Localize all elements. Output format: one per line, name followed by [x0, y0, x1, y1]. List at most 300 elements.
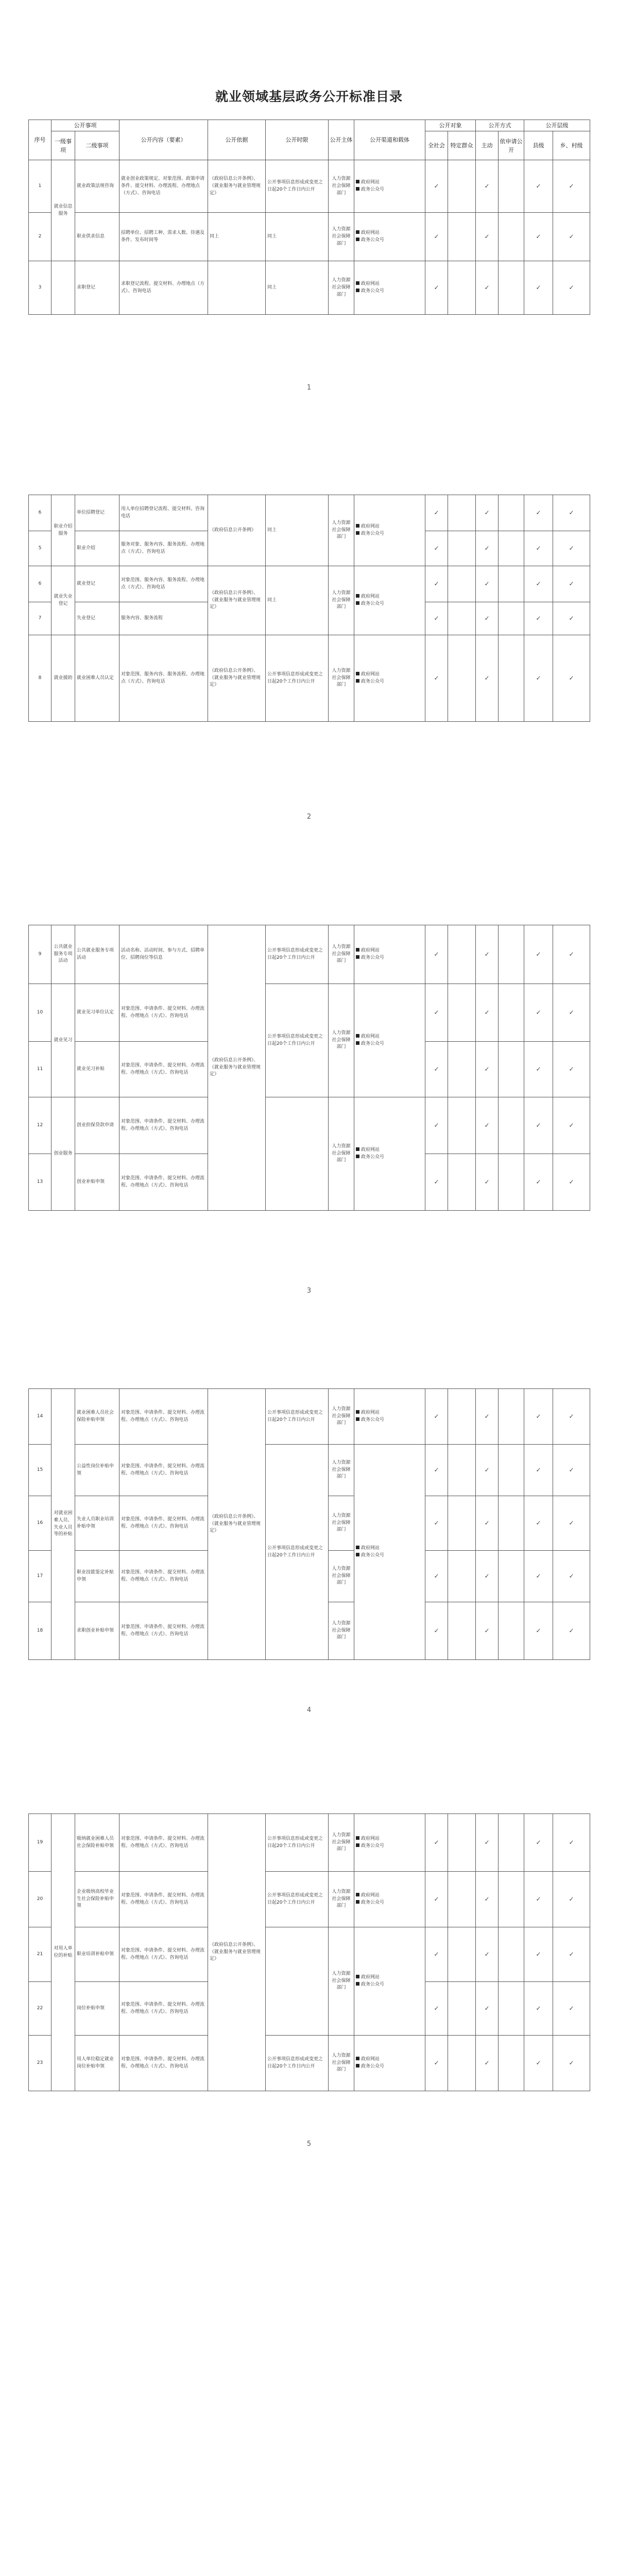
content-cell: 对象范围、申请条件、提交材料、办理流程、办理地点（方式）、咨询电话 — [119, 1496, 208, 1551]
check-mark-icon: ✓ — [524, 213, 553, 261]
check-mark-icon: ✓ — [425, 925, 448, 984]
subject-cell: 人力资源社会保障部门 — [329, 160, 354, 213]
channel-cell — [354, 925, 425, 984]
channel-cell — [354, 1445, 425, 1660]
channel-item: 政务公众号 — [356, 187, 423, 194]
empty-cell — [499, 602, 524, 635]
check-mark-icon: ✓ — [425, 1927, 448, 1982]
level1-item: 就业信息服务 — [52, 160, 75, 261]
table-row — [29, 1814, 590, 1872]
subject-cell: 人力资源社会保障部门 — [329, 1602, 354, 1660]
table-page — [28, 495, 590, 722]
on-request-header: 依申请公开 — [499, 131, 524, 160]
square-bullet-icon — [356, 1417, 359, 1421]
row-seq: 8 — [29, 635, 52, 722]
check-mark-icon: ✓ — [476, 1602, 499, 1660]
page-number: 1 — [306, 384, 312, 392]
row-seq: 14 — [29, 1389, 52, 1445]
time-cell: 公开事项信息形成或变更之日起20个工作日内公开 — [266, 1389, 329, 1445]
level1-item: 创业服务 — [52, 1097, 75, 1211]
basis-cell: 《政府信息公开条例》、《就业服务与就业管理规定》 — [208, 635, 266, 722]
content-cell: 对象范围、服务内容、服务流程、办理地点（方式）、咨询电话 — [119, 566, 208, 602]
level2-item: 企业吸纳高校毕业生社会保险补贴申领 — [75, 1872, 119, 1927]
table-page — [28, 1388, 590, 1660]
subject-cell: 人力资源社会保障部门 — [329, 1097, 354, 1211]
row-seq: 16 — [29, 1496, 52, 1551]
table-row — [29, 925, 590, 984]
square-bullet-icon — [356, 1843, 359, 1847]
time-cell: 同上 — [266, 261, 329, 315]
check-mark-icon: ✓ — [553, 1551, 590, 1602]
square-bullet-icon — [356, 1155, 359, 1158]
time-cell: 同上 — [266, 213, 329, 261]
check-mark-icon: ✓ — [476, 1872, 499, 1927]
empty-cell — [448, 925, 476, 984]
channel-cell — [354, 261, 425, 315]
level2-header: 二级事项 — [75, 131, 119, 160]
row-seq: 23 — [29, 2036, 52, 2091]
channel-cell — [354, 1097, 425, 1211]
table-row — [29, 261, 590, 315]
check-mark-icon: ✓ — [476, 602, 499, 635]
basis-cell: 同上 — [208, 213, 266, 261]
level2-item: 失业登记 — [75, 602, 119, 635]
check-mark-icon: ✓ — [476, 531, 499, 566]
check-mark-icon: ✓ — [553, 984, 590, 1042]
time-header: 公开时限 — [266, 120, 329, 160]
empty-cell — [499, 1602, 524, 1660]
table-row — [29, 1872, 590, 1927]
content-header: 公开内容（要素） — [119, 120, 208, 160]
channel-header: 公开渠道和载体 — [354, 120, 425, 160]
subject-cell: 人力资源社会保障部门 — [329, 261, 354, 315]
square-bullet-icon — [356, 1410, 359, 1414]
check-mark-icon: ✓ — [425, 495, 448, 531]
empty-cell — [448, 1389, 476, 1445]
channel-cell — [354, 635, 425, 722]
table-row — [29, 160, 590, 213]
check-mark-icon: ✓ — [553, 1154, 590, 1211]
channel-item: 政府网站 — [356, 281, 423, 288]
square-bullet-icon — [356, 1553, 359, 1556]
row-seq: 5 — [29, 531, 52, 566]
table-header — [29, 120, 590, 160]
empty-cell — [448, 1154, 476, 1211]
level1-item: 对就业困难人员、失业人员等的补贴 — [52, 1389, 75, 1660]
channel-item: 政府网站 — [356, 523, 423, 531]
channel-cell — [354, 2036, 425, 2091]
subject-cell: 人力资源社会保障部门 — [329, 1445, 354, 1496]
empty-cell — [448, 1872, 476, 1927]
channel-cell — [354, 1814, 425, 1872]
channel-item: 政府网站 — [356, 1033, 423, 1041]
subject-cell: 人力资源社会保障部门 — [329, 2036, 354, 2091]
level2-item: 公益性岗位补贴申领 — [75, 1445, 119, 1496]
square-bullet-icon — [356, 679, 359, 683]
content-cell: 对象范围、申请条件、提交材料、办理流程、办理地点（方式）、咨询电话 — [119, 1551, 208, 1602]
empty-cell — [448, 602, 476, 635]
level2-item: 就业困难人员社会保险补贴申领 — [75, 1389, 119, 1445]
check-mark-icon: ✓ — [553, 602, 590, 635]
check-mark-icon: ✓ — [425, 1389, 448, 1445]
empty-cell — [499, 160, 524, 213]
content-cell: 对象范围、申请条件、提交材料、办理流程、办理地点（方式）、咨询电话 — [119, 1389, 208, 1445]
check-mark-icon: ✓ — [524, 635, 553, 722]
channel-item: 政府网站 — [356, 947, 423, 955]
empty-cell — [448, 1814, 476, 1872]
catalog-table — [28, 120, 590, 315]
level2-item: 就业登记 — [75, 566, 119, 602]
audience-header: 公开对象 — [425, 120, 476, 131]
level2-item: 岗位补贴申领 — [75, 1982, 119, 2036]
check-mark-icon: ✓ — [553, 261, 590, 315]
row-seq: 10 — [29, 984, 52, 1042]
content-cell: 对象范围、申请条件、提交材料、办理流程、办理地点（方式）、咨询电话 — [119, 1602, 208, 1660]
row-seq: 22 — [29, 1982, 52, 2036]
catalog-table — [28, 1388, 590, 1660]
channel-cell — [354, 1872, 425, 1927]
check-mark-icon: ✓ — [425, 1496, 448, 1551]
time-cell: 公开事项信息形成或变更之日起20个工作日内公开 — [266, 984, 329, 1097]
check-mark-icon: ✓ — [476, 635, 499, 722]
content-cell: 对象范围、申请条件、提交材料、办理流程、办理地点（方式）、咨询电话 — [119, 2036, 208, 2091]
square-bullet-icon — [356, 2057, 359, 2060]
channel-item: 政务公众号 — [356, 237, 423, 244]
channel-item: 政务公众号 — [356, 955, 423, 962]
matter-header: 公开事项 — [52, 120, 119, 131]
row-seq: 2 — [29, 213, 52, 261]
empty-cell — [448, 160, 476, 213]
empty-cell — [499, 1097, 524, 1154]
check-mark-icon: ✓ — [425, 531, 448, 566]
level2-item: 职业介绍 — [75, 531, 119, 566]
row-seq: 21 — [29, 1927, 52, 1982]
square-bullet-icon — [356, 1982, 359, 1986]
square-bullet-icon — [356, 524, 359, 528]
channel-item: 政府网站 — [356, 594, 423, 601]
empty-cell — [448, 213, 476, 261]
check-mark-icon: ✓ — [524, 160, 553, 213]
check-mark-icon: ✓ — [425, 1445, 448, 1496]
level2-item: 创业补贴申领 — [75, 1154, 119, 1211]
check-mark-icon: ✓ — [553, 1602, 590, 1660]
empty-cell — [499, 1496, 524, 1551]
check-mark-icon: ✓ — [553, 1496, 590, 1551]
subject-cell: 人力资源社会保障部门 — [329, 495, 354, 566]
channel-item: 政务公众号 — [356, 1154, 423, 1161]
table-row — [29, 566, 590, 602]
row-seq: 6 — [29, 495, 52, 531]
subject-cell: 人力资源社会保障部门 — [329, 1872, 354, 1927]
level2-item: 职业技能鉴定补贴申领 — [75, 1551, 119, 1602]
empty-cell — [448, 1097, 476, 1154]
check-mark-icon: ✓ — [476, 1496, 499, 1551]
channel-item: 政务公众号 — [356, 679, 423, 686]
empty-cell — [499, 635, 524, 722]
content-cell: 对象范围、申请条件、提交材料、办理流程、办理地点（方式）、咨询电话 — [119, 1154, 208, 1211]
basis-cell — [208, 261, 266, 315]
level2-item: 创业担保贷款申请 — [75, 1097, 119, 1154]
seq-header: 序号 — [29, 120, 52, 160]
basis-cell: 《政府信息公开条例》、《就业服务与就业管理规定》 — [208, 1389, 266, 1660]
empty-cell — [448, 2036, 476, 2091]
channel-cell — [354, 495, 425, 566]
row-seq: 7 — [29, 602, 52, 635]
empty-cell — [499, 531, 524, 566]
table-row — [29, 1927, 590, 1982]
empty-cell — [448, 1042, 476, 1097]
check-mark-icon: ✓ — [425, 1814, 448, 1872]
check-mark-icon: ✓ — [553, 1042, 590, 1097]
channel-item: 政府网站 — [356, 1892, 423, 1900]
time-cell — [266, 1927, 329, 2036]
table-row — [29, 984, 590, 1042]
check-mark-icon: ✓ — [476, 1982, 499, 2036]
check-mark-icon: ✓ — [425, 1154, 448, 1211]
county-header: 县级 — [524, 131, 553, 160]
level2-item: 单位招聘登记 — [75, 495, 119, 531]
subject-cell: 人力资源社会保障部门 — [329, 1814, 354, 1872]
township-header: 乡、村级 — [553, 131, 590, 160]
subject-cell: 人力资源社会保障部门 — [329, 1496, 354, 1551]
empty-cell — [499, 1154, 524, 1211]
channel-item: 政务公众号 — [356, 2063, 423, 2071]
check-mark-icon: ✓ — [524, 1097, 553, 1154]
page-number: 4 — [306, 1706, 312, 1714]
check-mark-icon: ✓ — [553, 1097, 590, 1154]
table-row — [29, 495, 590, 531]
check-mark-icon: ✓ — [476, 984, 499, 1042]
square-bullet-icon — [356, 1041, 359, 1045]
table-row — [29, 2036, 590, 2091]
subject-cell: 人力资源社会保障部门 — [329, 635, 354, 722]
check-mark-icon: ✓ — [476, 566, 499, 602]
basis-cell: 《政府信息公开条例》、《就业服务与就业管理规定》 — [208, 566, 266, 635]
subject-cell: 人力资源社会保障部门 — [329, 1551, 354, 1602]
empty-cell — [448, 531, 476, 566]
check-mark-icon: ✓ — [476, 160, 499, 213]
level2-item: 职业培训补贴申领 — [75, 1927, 119, 1982]
empty-cell — [448, 1602, 476, 1660]
channel-cell — [354, 566, 425, 635]
level2-item: 吸纳就业困难人员社会保险补贴申领 — [75, 1814, 119, 1872]
check-mark-icon: ✓ — [524, 261, 553, 315]
check-mark-icon: ✓ — [476, 1927, 499, 1982]
empty-cell — [499, 1872, 524, 1927]
square-bullet-icon — [356, 948, 359, 952]
empty-cell — [499, 1389, 524, 1445]
level1-header: 一级事项 — [52, 131, 75, 160]
check-mark-icon: ✓ — [553, 1927, 590, 1982]
channel-item: 政府网站 — [356, 1545, 423, 1552]
check-mark-icon: ✓ — [553, 495, 590, 531]
check-mark-icon: ✓ — [524, 1602, 553, 1660]
level2-item: 就业见习补贴 — [75, 1042, 119, 1097]
subject-cell: 人力资源社会保障部门 — [329, 1927, 354, 2036]
check-mark-icon: ✓ — [476, 1445, 499, 1496]
check-mark-icon: ✓ — [425, 160, 448, 213]
channel-item: 政府网站 — [356, 1974, 423, 1981]
table-page — [28, 120, 590, 315]
empty-cell — [499, 1927, 524, 1982]
time-cell: 公开事项信息形成或变更之日起20个工作日内公开 — [266, 925, 329, 984]
empty-cell — [499, 2036, 524, 2091]
empty-cell — [499, 261, 524, 315]
subject-cell: 人力资源社会保障部门 — [329, 984, 354, 1097]
empty-cell — [448, 261, 476, 315]
row-seq: 19 — [29, 1814, 52, 1872]
square-bullet-icon — [356, 1900, 359, 1904]
check-mark-icon: ✓ — [524, 1814, 553, 1872]
level1-item: 公共就业服务专项活动 — [52, 925, 75, 984]
content-cell: 对象范围、申请条件、提交材料、办理流程、办理地点（方式）、咨询电话 — [119, 1927, 208, 1982]
channel-cell — [354, 160, 425, 213]
basis-cell: 《政府信息公开条例》、《就业服务与就业管理规定》 — [208, 925, 266, 1211]
level2-item: 求职创业补贴申领 — [75, 1602, 119, 1660]
channel-cell — [354, 984, 425, 1097]
level1-item: 就业援助 — [52, 635, 75, 722]
check-mark-icon: ✓ — [476, 261, 499, 315]
square-bullet-icon — [356, 1836, 359, 1840]
channel-item: 政府网站 — [356, 671, 423, 679]
empty-cell — [499, 1814, 524, 1872]
empty-cell — [499, 925, 524, 984]
check-mark-icon: ✓ — [553, 566, 590, 602]
check-mark-icon: ✓ — [553, 1982, 590, 2036]
check-mark-icon: ✓ — [524, 1496, 553, 1551]
level1-item: 对用人单位的补贴 — [52, 1814, 75, 2091]
row-seq: 17 — [29, 1551, 52, 1602]
subject-cell: 人力资源社会保障部门 — [329, 213, 354, 261]
empty-cell — [448, 984, 476, 1042]
level1-item: 就业失业登记 — [52, 566, 75, 635]
row-seq: 12 — [29, 1097, 52, 1154]
channel-cell — [354, 1927, 425, 2036]
check-mark-icon: ✓ — [524, 1551, 553, 1602]
check-mark-icon: ✓ — [476, 1042, 499, 1097]
page-number: 2 — [306, 813, 312, 821]
row-seq: 6 — [29, 566, 52, 602]
row-seq: 3 — [29, 261, 52, 315]
page-number: 5 — [306, 2140, 312, 2148]
row-seq: 20 — [29, 1872, 52, 1927]
time-cell: 同上 — [266, 495, 329, 566]
row-seq: 13 — [29, 1154, 52, 1211]
time-cell: 公开事项信息形成或变更之日起20个工作日内公开 — [266, 160, 329, 213]
specific-groups-header: 特定群众 — [448, 131, 476, 160]
active-header: 主动 — [476, 131, 499, 160]
check-mark-icon: ✓ — [476, 1389, 499, 1445]
content-cell: 活动名称、活动时间、参与方式、招聘单位、招聘岗位等信息 — [119, 925, 208, 984]
content-cell: 对象范围、申请条件、提交材料、办理流程、办理地点（方式）、咨询电话 — [119, 984, 208, 1042]
all-society-header: 全社会 — [425, 131, 448, 160]
table-page — [28, 1814, 590, 2091]
check-mark-icon: ✓ — [553, 1814, 590, 1872]
channel-item: 政务公众号 — [356, 1843, 423, 1850]
channel-item: 政务公众号 — [356, 531, 423, 538]
level2-item: 就业政策法规咨询 — [75, 160, 119, 213]
check-mark-icon: ✓ — [524, 495, 553, 531]
check-mark-icon: ✓ — [476, 1814, 499, 1872]
time-cell — [266, 1097, 329, 1211]
check-mark-icon: ✓ — [476, 2036, 499, 2091]
check-mark-icon: ✓ — [425, 1551, 448, 1602]
table-row — [29, 1097, 590, 1154]
channel-item: 政府网站 — [356, 230, 423, 237]
row-seq: 15 — [29, 1445, 52, 1496]
check-mark-icon: ✓ — [553, 531, 590, 566]
basis-cell: 《政府信息公开条例》 — [208, 495, 266, 566]
check-mark-icon: ✓ — [425, 1042, 448, 1097]
content-cell: 服务对象、服务内容、服务流程、办理地点（方式）、咨询电话 — [119, 531, 208, 566]
check-mark-icon: ✓ — [425, 1097, 448, 1154]
square-bullet-icon — [356, 601, 359, 605]
empty-cell — [499, 1551, 524, 1602]
check-mark-icon: ✓ — [553, 1872, 590, 1927]
square-bullet-icon — [356, 672, 359, 675]
check-mark-icon: ✓ — [524, 531, 553, 566]
check-mark-icon: ✓ — [524, 2036, 553, 2091]
time-cell: 公开事项信息形成或变更之日起20个工作日内公开 — [266, 635, 329, 722]
check-mark-icon: ✓ — [524, 1445, 553, 1496]
channel-item: 政务公众号 — [356, 1041, 423, 1048]
empty-cell — [448, 1445, 476, 1496]
table-page — [28, 925, 590, 1211]
content-cell: 就业创业政策规定、对象范围、政策申请条件、提交材料、办理流程、办理地点（方式）、咨询电话 — [119, 160, 208, 213]
check-mark-icon: ✓ — [425, 1602, 448, 1660]
channel-item: 政府网站 — [356, 179, 423, 187]
level2-item: 职业供求信息 — [75, 213, 119, 261]
document-title: 就业领域基层政务公开标准目录 — [215, 89, 403, 104]
check-mark-icon: ✓ — [524, 602, 553, 635]
level2-item: 失业人员职业培训补贴申领 — [75, 1496, 119, 1551]
level1-item: 就业见习 — [52, 984, 75, 1097]
channel-item: 政府网站 — [356, 1410, 423, 1417]
check-mark-icon: ✓ — [476, 925, 499, 984]
empty-cell — [499, 213, 524, 261]
square-bullet-icon — [356, 1893, 359, 1896]
catalog-table — [28, 925, 590, 1211]
channel-item: 政务公众号 — [356, 1417, 423, 1424]
channel-cell — [354, 213, 425, 261]
square-bullet-icon — [356, 594, 359, 598]
table-row — [29, 213, 590, 261]
row-seq: 18 — [29, 1602, 52, 1660]
subject-cell: 人力资源社会保障部门 — [329, 566, 354, 635]
channel-item: 政务公众号 — [356, 288, 423, 295]
empty-cell — [448, 1982, 476, 2036]
check-mark-icon: ✓ — [425, 1872, 448, 1927]
check-mark-icon: ✓ — [476, 1154, 499, 1211]
check-mark-icon: ✓ — [425, 635, 448, 722]
content-cell: 用人单位招聘登记流程、提交材料、咨询电话 — [119, 495, 208, 531]
square-bullet-icon — [356, 955, 359, 959]
check-mark-icon: ✓ — [524, 1982, 553, 2036]
check-mark-icon: ✓ — [524, 1927, 553, 1982]
square-bullet-icon — [356, 289, 359, 292]
check-mark-icon: ✓ — [476, 1551, 499, 1602]
content-cell: 招聘单位、招聘工种、需求人数、待遇及条件、发布时间等 — [119, 213, 208, 261]
channel-item: 政务公众号 — [356, 601, 423, 608]
check-mark-icon: ✓ — [553, 635, 590, 722]
check-mark-icon: ✓ — [553, 1445, 590, 1496]
empty-cell — [448, 1927, 476, 1982]
content-cell: 对象范围、申请条件、提交材料、办理流程、办理地点（方式）、咨询电话 — [119, 1982, 208, 2036]
check-mark-icon: ✓ — [553, 1389, 590, 1445]
check-mark-icon: ✓ — [553, 925, 590, 984]
level1-item: 职业介绍服务 — [52, 495, 75, 566]
table-row — [29, 635, 590, 722]
